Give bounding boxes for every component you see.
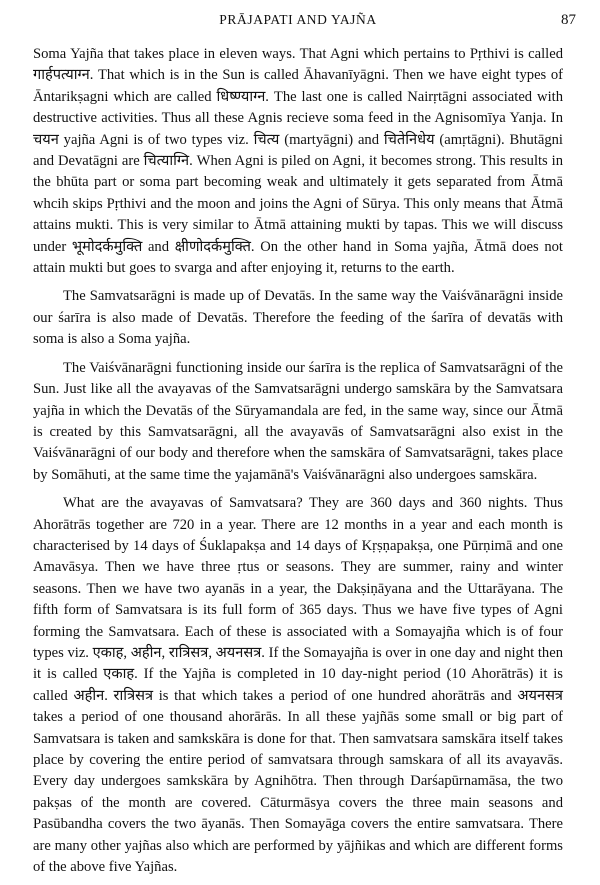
- running-title: PRĀJAPATI AND YAJÑA: [219, 12, 377, 27]
- body-text: [33, 44, 563, 885]
- page-header: [20, 12, 576, 34]
- paragraph-3: The Vaiśvānarāgni functioning inside our śarīra is the replica of Samvatsarāgni of the Sun. Just like all the avayavas of the Samvatsarāgni undergo samskāra by the Samvatsara yajña in which the Devatās of the Sūryamandala are fed, in the same way, since our Ātmā is created by this Samvatsarāgni, all the avayavās of Samvatsarāgni also exist in the Vaiśvānarāgni of our body and therefore when the samskāra of Samvatsarāgni, takes place by Somāhuti, at the same time the yajamānā's Vaiśvānarāgni also undergoes samskāra.: [33, 359, 563, 483]
- paragraph-2: The Samvatsarāgni is made up of Devatās. In the same way the Vaiśvānarāgni inside our śarīra is also made of Devatās. Therefore the feeding of the śarīra of devatās with soma is also a Soma yajña.: [33, 288, 563, 348]
- paragraph-4: What are the avayavas of Samvatsara? They are 360 days and 360 nights. Thus Ahorātrās together are 720 in a year. There are 12 months in a year and each month is characterised by 14 days of Śuklapakṣa and 14 days of Kṛṣṇapakṣa, one Pūrṇimā and one Amavāsya. Then we have three ṛtus or seasons. They are summer, rainy and winter seasons. Then we have two ayanās in a year, the Dakṣiṇāyana and the Uttarāyana. The fifth form of Samvatsara is its full form of 365 days. Thus we have five types of Agni forming the Samvatsara. Each of these is associated with a Somayajña which is of four types viz. एकाह, अहीन, रात्रिसत्र, अयनसत्र. If the Somayajña is over in one day and night then it is called एकाह. If the Yajña is completed in 10 day-night period (10 Ahorātrās) it is called अहीन. रात्रिसत्र is that which takes a period of one hundred ahorātrās and अयनसत्र takes a period of one thousand ahorārās. In all these yajñās some small or big part of Samvatsara is taken and samkskāra is done for that. Then samvatsara samskāra itself takes place by covering the entire period of samvatsara through samskara of all its avayavās. Every day undergoes samkskāra by Agnihōtra. Then through Darśapūrnamāsa, the two pakṣas of the month are covered. Cāturmāsya covers the three main seasons and Pasūbandha covers the two āyanās. Then Somayāga covers the entire samvatsara. There are many other yajñas also which are performed by yājñikas and which are different forms of the above five Yajñas.: [33, 495, 563, 876]
- page-number: 87: [561, 12, 576, 28]
- paragraph-1: Soma Yajña that takes place in eleven ways. That Agni which pertains to Pṛthivi is called गार्हपत्याग्न. That which is in the Sun is called Āhavanīyāgni. Then we have eight types of Āntarikṣagni which are called धिष्ण्याग्न. The last one is called Nairṛtāgni associated with destructive activities. Thus all these Agnis recieve soma feed in the Agnisomīya Yanja. In चयन yajña Agni is of two types viz. चित्य (martyāgni) and चितेनिधेय (amṛtāgni). Bhutāgni and Devatāgni are चित्याग्नि. When Agni is piled on Agni, it becomes strong. This results in the bhūta part or soma part becoming weak and ultimately it gets separated from Ātmā whcih skips Pṛthivi and the moon and joins the Agni of Sūrya. This only means that Ātmā attains mukti. This is very similar to Ātmā attaining mukti by tapas. This we will discuss under भूमोदर्कमुक्ति and क्षीणोदर्कमुक्ति. On the other hand in Soma yajña, Ātmā does not attain mukti but goes to svarga and after enjoying it, returns to the earth.: [33, 46, 563, 277]
